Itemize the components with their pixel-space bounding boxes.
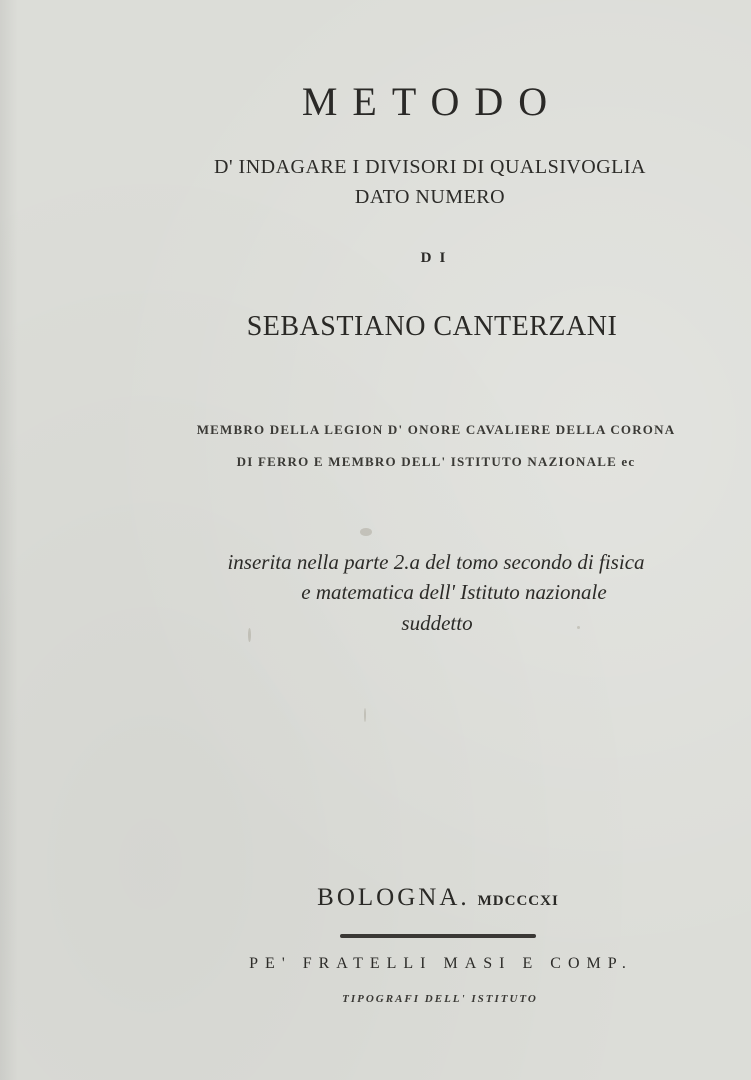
paper-speck (360, 528, 372, 536)
paper-speck (364, 708, 366, 722)
note-line-2: e matematica dell' Istituto nazionale (301, 580, 607, 604)
publisher-line: PE' FRATELLI MASI E COMP. (249, 955, 633, 972)
subtitle-line-2: DATO NUMERO (354, 186, 506, 208)
author-name: SEBASTIANO CANTERZANI (246, 311, 618, 342)
imprint-line (317, 884, 559, 912)
note-line-3: suddetto (401, 611, 473, 635)
paper-speck (577, 626, 580, 629)
by-label: DI (420, 250, 454, 266)
book-title: METODO (301, 79, 563, 124)
paper-speck (248, 628, 251, 642)
note-line-1: inserita nella parte 2.a del tomo secondo di fisica (227, 550, 645, 574)
imprint-rule (340, 934, 536, 938)
credentials-line-2: DI FERRO E MEMBRO DELL' ISTITUTO NAZIONALE ec (236, 454, 636, 469)
imprint-year: MDCCCXI (477, 893, 559, 909)
subtitle-line-1: D' INDAGARE I DIVISORI DI QUALSIVOGLIA (214, 156, 646, 178)
printer-line: TIPOGRAFI DELL' ISTITUTO (342, 993, 538, 1005)
credentials-line-1: MEMBRO DELLA LEGION D' ONORE CAVALIERE DELLA CORONA (196, 422, 676, 437)
imprint-city: BOLOGNA. (317, 884, 470, 911)
